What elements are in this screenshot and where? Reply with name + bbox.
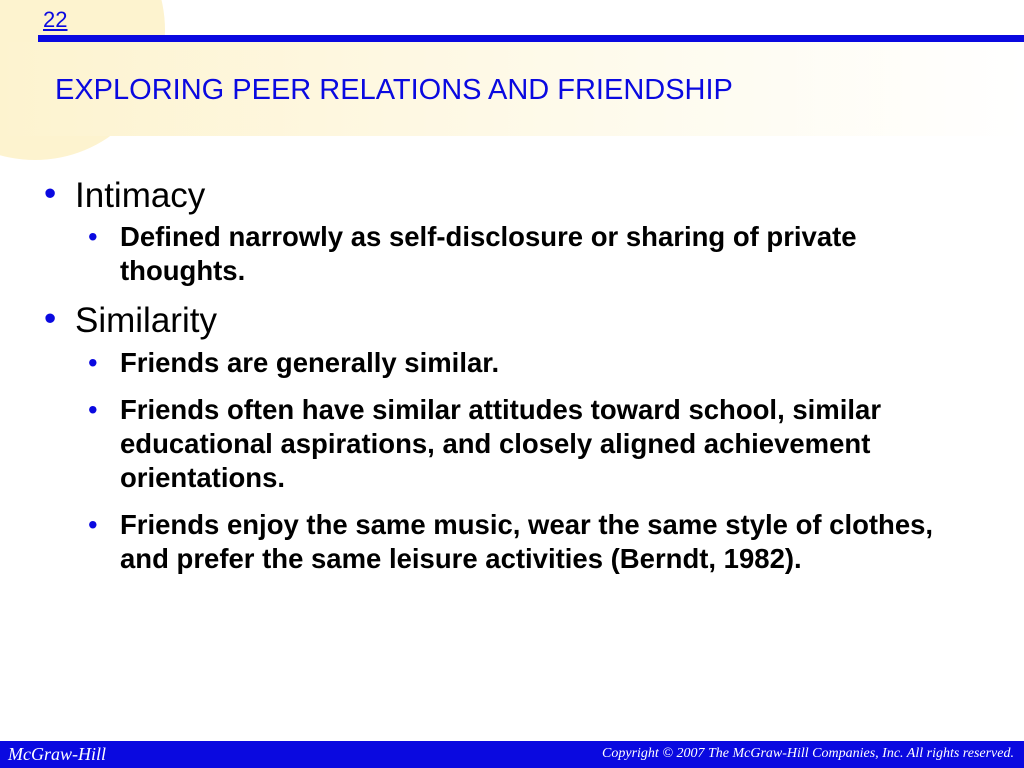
bullet-label: Intimacy — [75, 176, 206, 215]
subbullet-dot-icon: • — [88, 508, 98, 540]
subbullet-similarity-general — [44, 346, 974, 380]
subbullet-intimacy-definition — [44, 220, 974, 288]
header-rule — [38, 35, 1024, 42]
subbullet-text: Friends are generally similar. — [120, 346, 500, 378]
copyright-notice: Copyright © 2007 The McGraw-Hill Companies, Inc. All rights reserved. — [602, 746, 1014, 761]
subbullet-text: Friends often have similar attitudes toward school, similar educational aspirations, and closely aligned achievement orientations. — [120, 393, 882, 493]
subbullet-text: Defined narrowly as self-disclosure or sharing of private thoughts. — [120, 221, 857, 287]
bullet-dot-icon: • — [44, 299, 57, 339]
subbullet-similarity-attitudes — [44, 393, 974, 495]
bullet-dot-icon: • — [44, 174, 57, 213]
slide-content — [44, 176, 974, 589]
subbullet-text: Friends enjoy the same music, wear the same style of clothes, and prefer the same leisure activities (Berndt, 1982). — [120, 508, 934, 574]
bullet-intimacy — [44, 176, 974, 216]
subbullet-dot-icon: • — [88, 393, 98, 425]
bullet-similarity — [44, 301, 974, 341]
slide-number: 22 — [43, 7, 68, 32]
footer-bar — [0, 741, 1024, 768]
subbullet-dot-icon: • — [88, 221, 98, 253]
subbullet-dot-icon: • — [88, 346, 98, 378]
bullet-label: Similarity — [75, 301, 217, 341]
subbullet-similarity-leisure — [44, 508, 974, 576]
slide-title: EXPLORING PEER RELATIONS AND FRIENDSHIP — [55, 74, 733, 106]
publisher-name: McGraw-Hill — [8, 744, 106, 764]
